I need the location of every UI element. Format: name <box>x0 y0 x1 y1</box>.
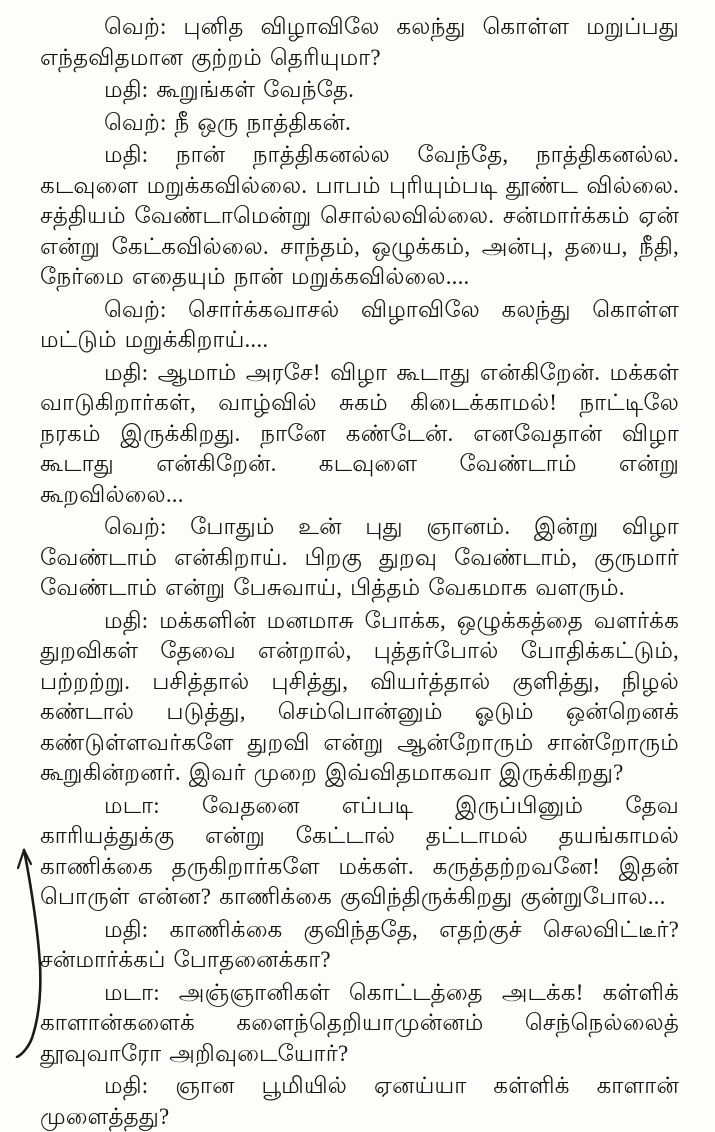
dialogue-text <box>40 12 679 1132</box>
dialogue-paragraph: மடா: அஞ்ஞானிகள் கொட்டத்தை அடக்க! கள்ளிக் காளான்களைக் களைந்தெறியாமுன்னம் செந்நெல்லைத் தூவுவாரோ அறிவுடையோர்? <box>40 979 679 1066</box>
dialogue-paragraph: மதி: கூறுங்கள் வேந்தே. <box>104 77 355 102</box>
dialogue-paragraph: மடா: வேதனை எப்படி இருப்பினும் தேவ காரியத்துக்கு என்று கேட்டால் தட்டாமல் தயங்காமல் காணிக்கை தருகிறார்களே மக்கள். கருத்தற்றவனே! இதன் பொருள் என்ன? காணிக்கை குவிந்திருக்கிறது குன்றுபோல... <box>40 792 679 909</box>
dialogue-paragraph: மதி: நான் நாத்திகனல்ல வேந்தே, நாத்திகனல்ல. கடவுளை மறுக்கவில்லை. பாபம் புரியும்படி தூண்ட வில்லை. சத்தியம் வேண்டாமென்று சொல்லவில்லை. சன்மார்க்கம் ஏன் என்று கேட்கவில்லை. சாந்தம், ஒழுக்கம், அன்பு, தயை, நீதி, நேர்மை எதையும் நான் மறுக்கவில்லை.... <box>40 142 679 289</box>
dialogue-paragraph: வெற்: நீ ஒரு நாத்திகன். <box>104 109 351 135</box>
dialogue-paragraph: மதி: ஆமாம் அரசே! விழா கூடாது என்கிறேன். மக்கள் வாடுகிறார்கள், வாழ்வில் சுகம் கிடைக்காமல்! நாட்டிலே நரகம் இருக்கிறது. நானே கண்டேன். எனவேதான் விழா கூடாது என்கிறேன். கடவுளை வேண்டாம் என்று கூறவில்லை... <box>40 359 679 507</box>
dialogue-paragraph: வெற்: புனித விழாவிலே கலந்து கொள்ள மறுப்பது எந்தவிதமான குற்றம் தெரியுமா? <box>40 14 679 70</box>
dialogue-paragraph: மதி: மக்களின் மனமாசு போக்க, ஒழுக்கத்தை வளர்க்க துறவிகள் தேவை என்றால், புத்தர்போல் போதிக்கட்டும், பற்றற்று. பசித்தால் புசித்து, வியர்த்தால் குளித்து, நிழல் கண்டால் படுத்து, செம்பொன்னும் ஓடும் ஒன்றெனக் கண்டுள்ளவர்களே துறவி என்று ஆன்றோரும் சான்றோரும் கூறுகின்றனர். இவர் முறை இவ்விதமாகவா இருக்கிறது? <box>40 607 679 785</box>
dialogue-paragraph: மதி: ஞான பூமியில் ஏனய்யா கள்ளிக் காளான் முளைத்தது? <box>40 1073 679 1129</box>
dialogue-paragraph: வெற்: சொர்க்கவாசல் விழாவிலே கலந்து கொள்ள மட்டும் மறுக்கிறாய்.... <box>40 296 679 352</box>
dialogue-paragraph: மதி: காணிக்கை குவிந்ததே, எதற்குச் செலவிட்டீர்? சன்மார்க்கப் போதனைக்கா? <box>40 916 679 972</box>
dialogue-paragraph: வெற்: போதும் உன் புது ஞானம். இன்று விழா வேண்டாம் என்கிறாய். பிறகு துறவு வேண்டாம், குருமார் வேண்டாம் என்று பேசுவாய், பித்தம் வேகமாக வளரும். <box>40 514 679 600</box>
